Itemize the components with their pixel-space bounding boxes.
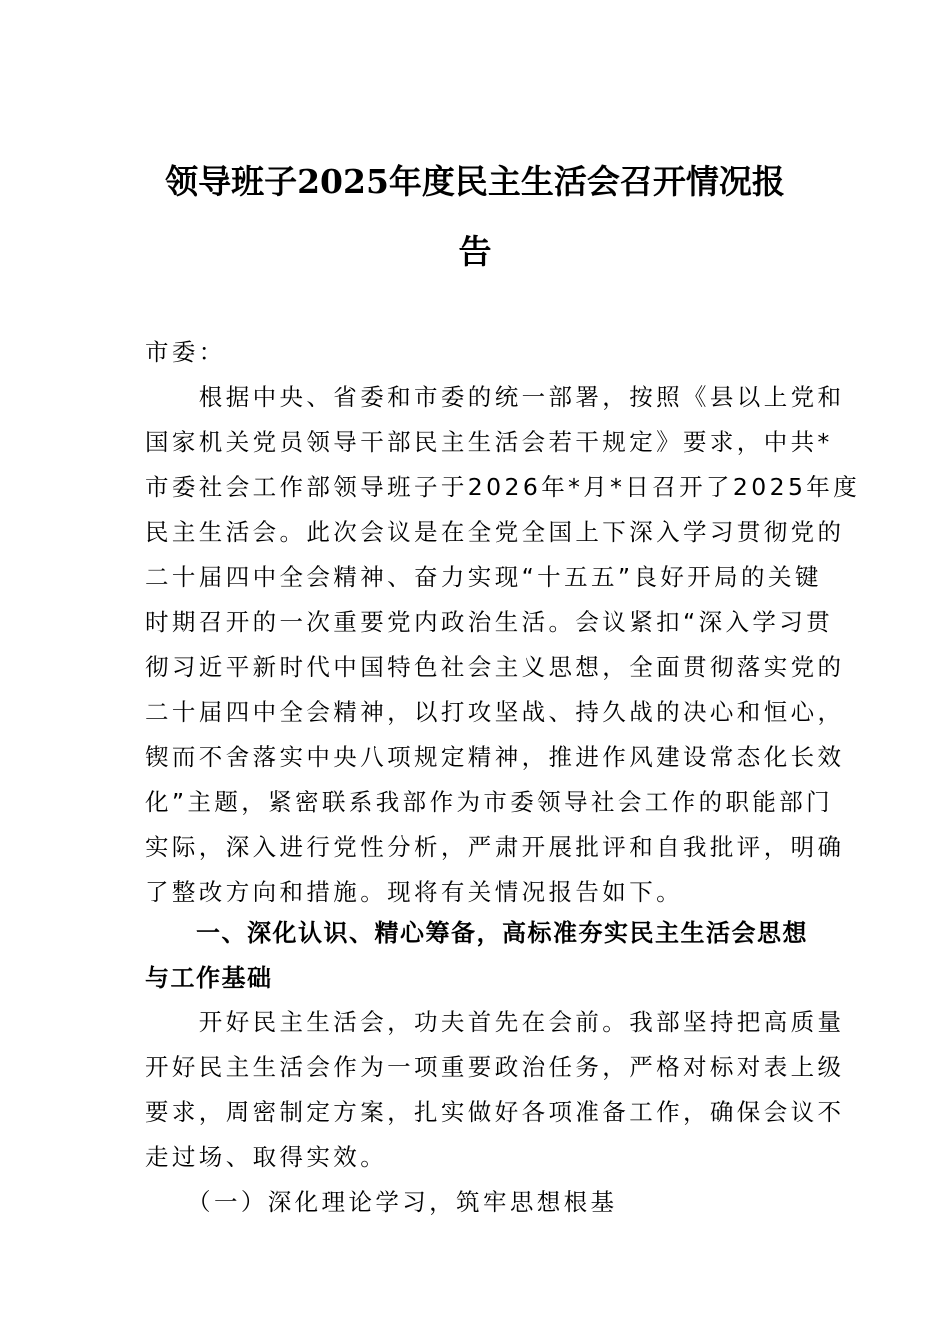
paragraph-line: 时期召开的一次重要党内政治生活。会议紧扣“深入学习贯 (145, 608, 834, 636)
paragraph-line: 二十届四中全会精神、奋力实现“十五五”良好开局的关键 (145, 563, 822, 591)
paragraph-line: 根据中央、省委和市委的统一部署，按照《县以上党和 (145, 383, 845, 411)
salutation: 市委： (145, 338, 226, 366)
document-title-line-1: 领导班子2025年度民主生活会召开情况报 (165, 162, 785, 201)
paragraph-line: 要求，周密制定方案，扎实做好各项准备工作，确保会议不 (145, 1098, 845, 1126)
paragraph-line: 国家机关党员领导干部民主生活会若干规定》要求，中共* (145, 428, 833, 456)
paragraph-line: 二十届四中全会精神，以打攻坚战、持久战的决心和恒心， (145, 698, 845, 726)
section-heading-line: 与工作基础 (145, 964, 273, 992)
paragraph-line: 开好民主生活会，功夫首先在会前。我部坚持把高质量 (145, 1008, 845, 1036)
section-heading-line: 一、深化认识、精心筹备，高标准夯实民主生活会思想 (145, 919, 808, 947)
document-title-line-2: 告 (458, 232, 492, 271)
paragraph-line: 实际，深入进行党性分析，严肃开展批评和自我批评，明确 (145, 833, 845, 861)
paragraph-line: 走过场、取得实效。 (145, 1143, 388, 1171)
paragraph-line: 彻习近平新时代中国特色社会主义思想，全面贯彻落实党的 (145, 653, 845, 681)
paragraph-line: 民主生活会。此次会议是在全党全国上下深入学习贯彻党的 (145, 518, 845, 546)
paragraph-line: 开好民主生活会作为一项重要政治任务，严格对标对表上级 (145, 1053, 845, 1081)
paragraph-line: 化”主题，紧密联系我部作为市委领导社会工作的职能部门 (145, 788, 834, 816)
paragraph-line: 了整改方向和措施。现将有关情况报告如下。 (145, 878, 683, 906)
paragraph-line: 市委社会工作部领导班子于2026年*月*日召开了2025年度 (145, 473, 861, 501)
subsection-1-heading: （一）深化理论学习，筑牢思想根基 (145, 1188, 618, 1216)
paragraph-line: 锲而不舍落实中央八项规定精神，推进作风建设常态化长效 (145, 743, 845, 771)
